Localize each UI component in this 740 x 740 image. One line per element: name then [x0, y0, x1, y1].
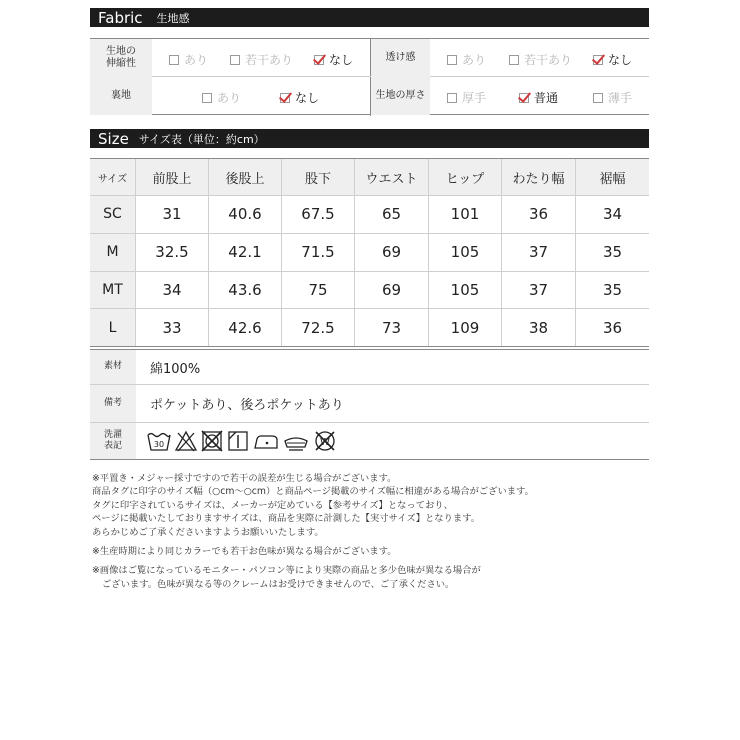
thickness-option-thick: 厚手	[447, 89, 486, 106]
size-title-jp: サイズ表（単位：約cm）	[138, 132, 265, 146]
fabric-title-en: Fabric	[98, 8, 143, 27]
checkbox-icon	[509, 55, 519, 65]
table-cell: 65	[355, 196, 429, 233]
lining-option-yes: あり	[202, 89, 241, 106]
checkbox-icon	[593, 93, 603, 103]
table-cell: 105	[429, 272, 502, 309]
table-cell: 40.6	[209, 196, 282, 233]
checkbox-checked-icon	[519, 93, 529, 103]
size-table	[90, 158, 649, 347]
header-cell: 股下	[282, 159, 355, 195]
table-cell: 105	[429, 234, 502, 271]
stretch-label: 生地の 伸縮性	[90, 39, 152, 77]
table-cell: 34	[136, 272, 209, 309]
lining-option-none: なし	[280, 89, 319, 106]
iron-low-icon	[252, 429, 280, 453]
stretch-option-none: なし	[314, 51, 353, 68]
table-cell: 32.5	[136, 234, 209, 271]
table-cell: 72.5	[282, 309, 355, 346]
size-label-cell: L	[90, 309, 136, 346]
washing-row	[90, 423, 649, 460]
note-line: あらかじめご了承くださいますようお願いいたします。	[92, 526, 324, 538]
svg-text:30: 30	[153, 440, 165, 449]
remarks-value: ポケットあり、後ろポケットあり	[150, 398, 344, 413]
table-cell: 67.5	[282, 196, 355, 233]
note-line: タグに印字されているサイズは、メーカーが定めている【参考サイズ】となっており、	[92, 499, 453, 511]
fabric-title-jp: 生地感	[156, 11, 190, 25]
size-title-en: Size	[98, 129, 129, 148]
size-label-cell: M	[90, 234, 136, 271]
fabric-table	[90, 38, 649, 115]
header-cell: 前股上	[136, 159, 209, 195]
checkbox-icon	[447, 55, 457, 65]
table-cell: 43.6	[209, 272, 282, 309]
table-cell: 101	[429, 196, 502, 233]
no-bleach-icon	[174, 429, 198, 453]
sheerness-option-yes: あり	[447, 51, 486, 68]
fabric-row	[90, 77, 649, 115]
size-label-cell: MT	[90, 272, 136, 309]
header-cell: サイズ	[90, 159, 136, 195]
table-cell: 35	[602, 280, 623, 299]
size-label-cell: SC	[90, 196, 136, 233]
washing-label: 洗濯 表記	[90, 423, 136, 459]
sheerness-label: 透け感	[371, 39, 430, 77]
note-line: ※画像はご覧になっているモニター・パソコン等により実際の商品と多少色味が異なる場合が	[92, 565, 481, 577]
sheerness-option-none: なし	[593, 51, 632, 68]
table-row	[90, 234, 649, 272]
note-line: 商品タグに印字のサイズ幅（○cm〜○cm）と商品ページ掲載のサイズ幅に相違がある場合がございます。	[92, 486, 534, 498]
remarks-label: 備考	[90, 385, 136, 422]
table-cell: 31	[136, 196, 209, 233]
header-cell: 後股上	[209, 159, 282, 195]
table-cell: 109	[429, 309, 502, 346]
note-line: ※平置き・メジャー採寸ですので若干の誤差が生じる場合がございます。	[92, 473, 397, 484]
line-dry-shade-icon	[226, 429, 250, 453]
table-cell: 36	[602, 318, 623, 337]
header-cell: ヒップ	[429, 159, 502, 195]
checkbox-checked-icon	[280, 93, 290, 103]
care-symbols	[136, 423, 338, 459]
stretch-option-yes: あり	[169, 51, 208, 68]
table-cell: 34	[602, 205, 623, 224]
table-cell: 73	[355, 309, 429, 346]
note-line: ※生産時期により同じカラーでも若干お色味が異なる場合がございます。	[92, 546, 397, 558]
checkbox-checked-icon	[593, 55, 603, 65]
checkbox-checked-icon	[314, 55, 324, 65]
header-cell: ウエスト	[355, 159, 429, 195]
checkbox-icon	[230, 55, 240, 65]
table-row	[90, 196, 649, 234]
table-cell: 38	[502, 309, 576, 346]
wash-30-icon	[146, 429, 172, 453]
checkbox-icon	[169, 55, 179, 65]
svg-text:W: W	[320, 437, 330, 448]
note-line: ページに掲載いたしておりますサイズは、商品を実際に計測した【実寸サイズ】となります。	[92, 513, 481, 525]
header-cell: わたり幅	[502, 159, 576, 195]
checkbox-icon	[202, 93, 212, 103]
table-cell: 42.1	[209, 234, 282, 271]
material-row	[90, 349, 649, 385]
table-cell: 75	[282, 272, 355, 309]
notes	[92, 472, 652, 591]
thickness-label: 生地の厚さ	[371, 77, 430, 115]
table-cell: 35	[602, 243, 623, 262]
table-cell: 69	[355, 272, 429, 309]
table-cell: 37	[502, 234, 576, 271]
note-line: ございます。色味が異なる等のクレームはお受けできませんので、ご了承ください。	[102, 578, 455, 590]
size-table-header	[90, 158, 649, 196]
size-section-header	[90, 129, 649, 148]
remarks-row	[90, 385, 649, 423]
thickness-option-thin: 薄手	[593, 89, 632, 106]
sheerness-option-slight: 若干あり	[509, 51, 572, 68]
table-cell: 36	[502, 196, 576, 233]
table-cell: 42.6	[209, 309, 282, 346]
table-row	[90, 309, 649, 347]
fabric-row	[90, 39, 649, 77]
table-cell: 71.5	[282, 234, 355, 271]
no-wet-clean-icon	[312, 429, 338, 453]
table-cell: 37	[502, 272, 576, 309]
material-value: 綿100%	[150, 361, 201, 377]
checkbox-icon	[447, 93, 457, 103]
material-label: 素材	[90, 350, 136, 384]
table-cell: 33	[136, 309, 209, 346]
stretch-option-slight: 若干あり	[230, 51, 293, 68]
header-cell: 裾幅	[599, 171, 626, 187]
no-tumble-dry-icon	[200, 429, 224, 453]
table-row	[90, 272, 649, 310]
fabric-section-header	[90, 8, 649, 27]
table-cell: 69	[355, 234, 429, 271]
no-dry-clean-icon	[282, 429, 310, 453]
lining-label: 裏地	[90, 77, 152, 115]
thickness-option-normal: 普通	[519, 89, 558, 106]
